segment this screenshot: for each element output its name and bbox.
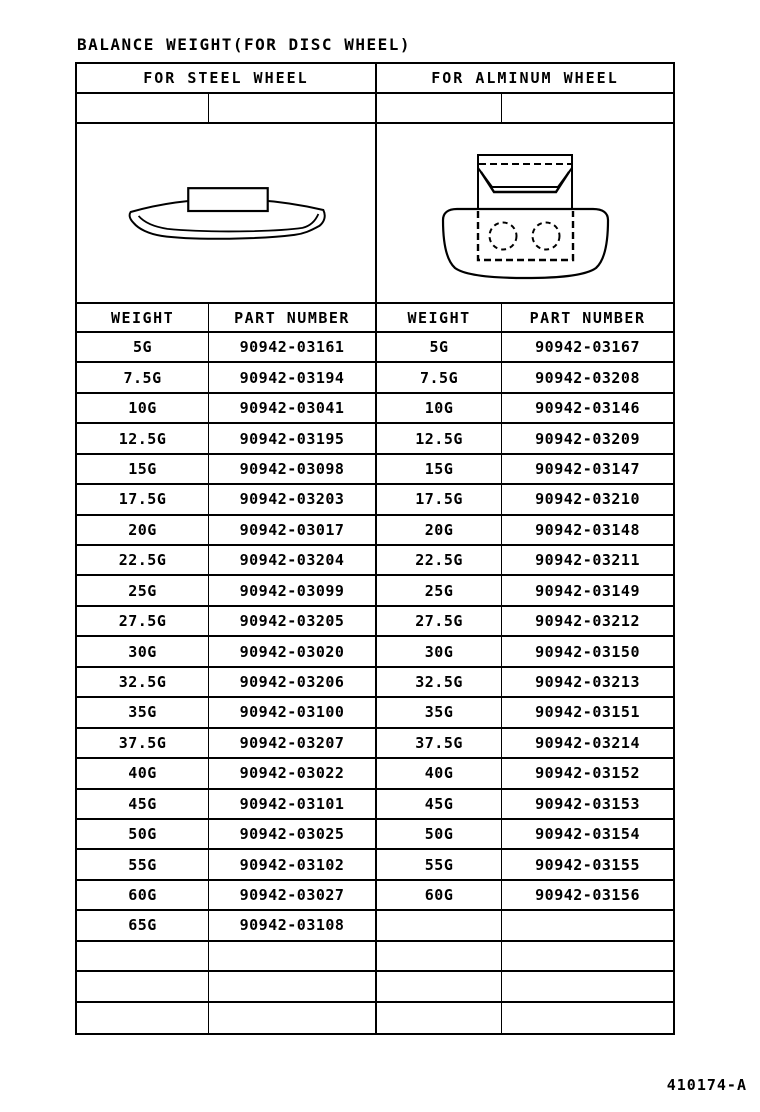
part-number-cell-aluminum: 90942-03167 <box>502 333 673 363</box>
part-number-cell-steel <box>209 1003 377 1033</box>
weight-cell-steel: 22.5G <box>77 546 209 576</box>
weight-cell-aluminum: 10G <box>377 394 502 424</box>
part-number-cell-aluminum: 90942-03147 <box>502 455 673 485</box>
part-number-cell-steel: 90942-03206 <box>209 668 377 698</box>
steel-weight-illustration-cell <box>77 124 377 304</box>
weight-cell-aluminum: 17.5G <box>377 485 502 515</box>
weight-cell-steel: 20G <box>77 516 209 546</box>
part-number-cell-steel: 90942-03195 <box>209 424 377 454</box>
weight-cell-aluminum: 20G <box>377 516 502 546</box>
aluminum-wheel-balance-weight-drawing <box>377 124 673 302</box>
weight-cell-steel: 60G <box>77 881 209 911</box>
part-number-cell-aluminum <box>502 942 673 972</box>
part-number-cell-aluminum: 90942-03209 <box>502 424 673 454</box>
part-number-cell-aluminum: 90942-03149 <box>502 576 673 606</box>
part-number-cell-aluminum <box>502 972 673 1002</box>
section-header-steel-wheel: FOR STEEL WHEEL <box>77 64 377 94</box>
part-number-cell-steel: 90942-03025 <box>209 820 377 850</box>
part-number-cell-aluminum: 90942-03148 <box>502 516 673 546</box>
weight-cell-aluminum: 60G <box>377 881 502 911</box>
weight-cell-steel: 45G <box>77 790 209 820</box>
weight-cell-steel: 50G <box>77 820 209 850</box>
part-number-cell-aluminum: 90942-03151 <box>502 698 673 728</box>
weight-cell-aluminum: 32.5G <box>377 668 502 698</box>
weight-cell-steel: 17.5G <box>77 485 209 515</box>
part-number-cell-steel <box>209 972 377 1002</box>
part-number-cell-steel: 90942-03102 <box>209 850 377 880</box>
steel-wheel-balance-weight-drawing <box>77 124 375 302</box>
part-number-cell-steel: 90942-03098 <box>209 455 377 485</box>
part-number-cell-steel: 90942-03100 <box>209 698 377 728</box>
part-number-cell-steel: 90942-03161 <box>209 333 377 363</box>
weight-cell-aluminum: 15G <box>377 455 502 485</box>
weight-cell-aluminum: 40G <box>377 759 502 789</box>
weight-cell-aluminum: 37.5G <box>377 729 502 759</box>
weight-cell-steel: 32.5G <box>77 668 209 698</box>
weight-cell-aluminum: 45G <box>377 790 502 820</box>
weight-cell-aluminum <box>377 1003 502 1033</box>
part-number-cell-aluminum: 90942-03154 <box>502 820 673 850</box>
page-title: BALANCE WEIGHT(FOR DISC WHEEL) <box>77 35 411 54</box>
weight-cell-steel <box>77 1003 209 1033</box>
weight-cell-aluminum: 30G <box>377 637 502 667</box>
weight-cell-aluminum <box>377 942 502 972</box>
empty-cell <box>209 94 377 124</box>
part-number-cell-aluminum <box>502 911 673 941</box>
weight-cell-steel: 15G <box>77 455 209 485</box>
weight-cell-aluminum: 27.5G <box>377 607 502 637</box>
weight-cell-aluminum: 25G <box>377 576 502 606</box>
weight-cell-steel: 37.5G <box>77 729 209 759</box>
weight-cell-steel: 30G <box>77 637 209 667</box>
weight-cell-steel: 65G <box>77 911 209 941</box>
drawing-number: 410174-A <box>666 1076 747 1094</box>
part-number-cell-steel: 90942-03205 <box>209 607 377 637</box>
part-number-cell-aluminum <box>502 1003 673 1033</box>
weight-cell-aluminum: 55G <box>377 850 502 880</box>
part-number-cell-steel <box>209 942 377 972</box>
part-number-cell-aluminum: 90942-03211 <box>502 546 673 576</box>
column-header-part-number-steel: PART NUMBER <box>209 304 377 333</box>
part-number-cell-steel: 90942-03017 <box>209 516 377 546</box>
part-number-cell-aluminum: 90942-03155 <box>502 850 673 880</box>
part-number-cell-aluminum: 90942-03146 <box>502 394 673 424</box>
weight-cell-steel: 35G <box>77 698 209 728</box>
weight-cell-aluminum: 12.5G <box>377 424 502 454</box>
weight-cell-steel: 5G <box>77 333 209 363</box>
weight-cell-steel: 10G <box>77 394 209 424</box>
part-number-cell-aluminum: 90942-03153 <box>502 790 673 820</box>
part-number-cell-steel: 90942-03101 <box>209 790 377 820</box>
weight-cell-aluminum: 50G <box>377 820 502 850</box>
part-number-cell-aluminum: 90942-03213 <box>502 668 673 698</box>
balance-weight-table <box>75 62 675 1035</box>
empty-cell <box>502 94 673 124</box>
weight-cell-aluminum: 5G <box>377 333 502 363</box>
column-header-part-number-aluminum: PART NUMBER <box>502 304 673 333</box>
part-number-cell-steel: 90942-03099 <box>209 576 377 606</box>
part-number-cell-steel: 90942-03203 <box>209 485 377 515</box>
part-number-cell-aluminum: 90942-03208 <box>502 363 673 393</box>
part-number-cell-steel: 90942-03207 <box>209 729 377 759</box>
weight-cell-steel <box>77 942 209 972</box>
weight-cell-steel: 40G <box>77 759 209 789</box>
empty-cell <box>377 94 502 124</box>
weight-cell-steel: 7.5G <box>77 363 209 393</box>
part-number-cell-aluminum: 90942-03156 <box>502 881 673 911</box>
part-number-cell-steel: 90942-03027 <box>209 881 377 911</box>
part-number-cell-steel: 90942-03041 <box>209 394 377 424</box>
empty-cell <box>77 94 209 124</box>
part-number-cell-aluminum: 90942-03150 <box>502 637 673 667</box>
weight-cell-aluminum: 7.5G <box>377 363 502 393</box>
part-number-cell-steel: 90942-03108 <box>209 911 377 941</box>
part-number-cell-steel: 90942-03020 <box>209 637 377 667</box>
part-number-cell-aluminum: 90942-03210 <box>502 485 673 515</box>
weight-cell-steel: 27.5G <box>77 607 209 637</box>
weight-cell-steel: 55G <box>77 850 209 880</box>
weight-cell-steel <box>77 972 209 1002</box>
column-header-weight-steel: WEIGHT <box>77 304 209 333</box>
weight-cell-steel: 25G <box>77 576 209 606</box>
weight-cell-aluminum: 35G <box>377 698 502 728</box>
weight-cell-aluminum: 22.5G <box>377 546 502 576</box>
weight-cell-aluminum <box>377 911 502 941</box>
part-number-cell-aluminum: 90942-03214 <box>502 729 673 759</box>
weight-cell-aluminum <box>377 972 502 1002</box>
weight-cell-steel: 12.5G <box>77 424 209 454</box>
part-number-cell-aluminum: 90942-03212 <box>502 607 673 637</box>
part-number-cell-aluminum: 90942-03152 <box>502 759 673 789</box>
column-header-weight-aluminum: WEIGHT <box>377 304 502 333</box>
part-number-cell-steel: 90942-03204 <box>209 546 377 576</box>
part-number-cell-steel: 90942-03194 <box>209 363 377 393</box>
section-header-aluminum-wheel: FOR ALMINUM WHEEL <box>377 64 673 94</box>
part-number-cell-steel: 90942-03022 <box>209 759 377 789</box>
aluminum-weight-illustration-cell <box>377 124 673 304</box>
